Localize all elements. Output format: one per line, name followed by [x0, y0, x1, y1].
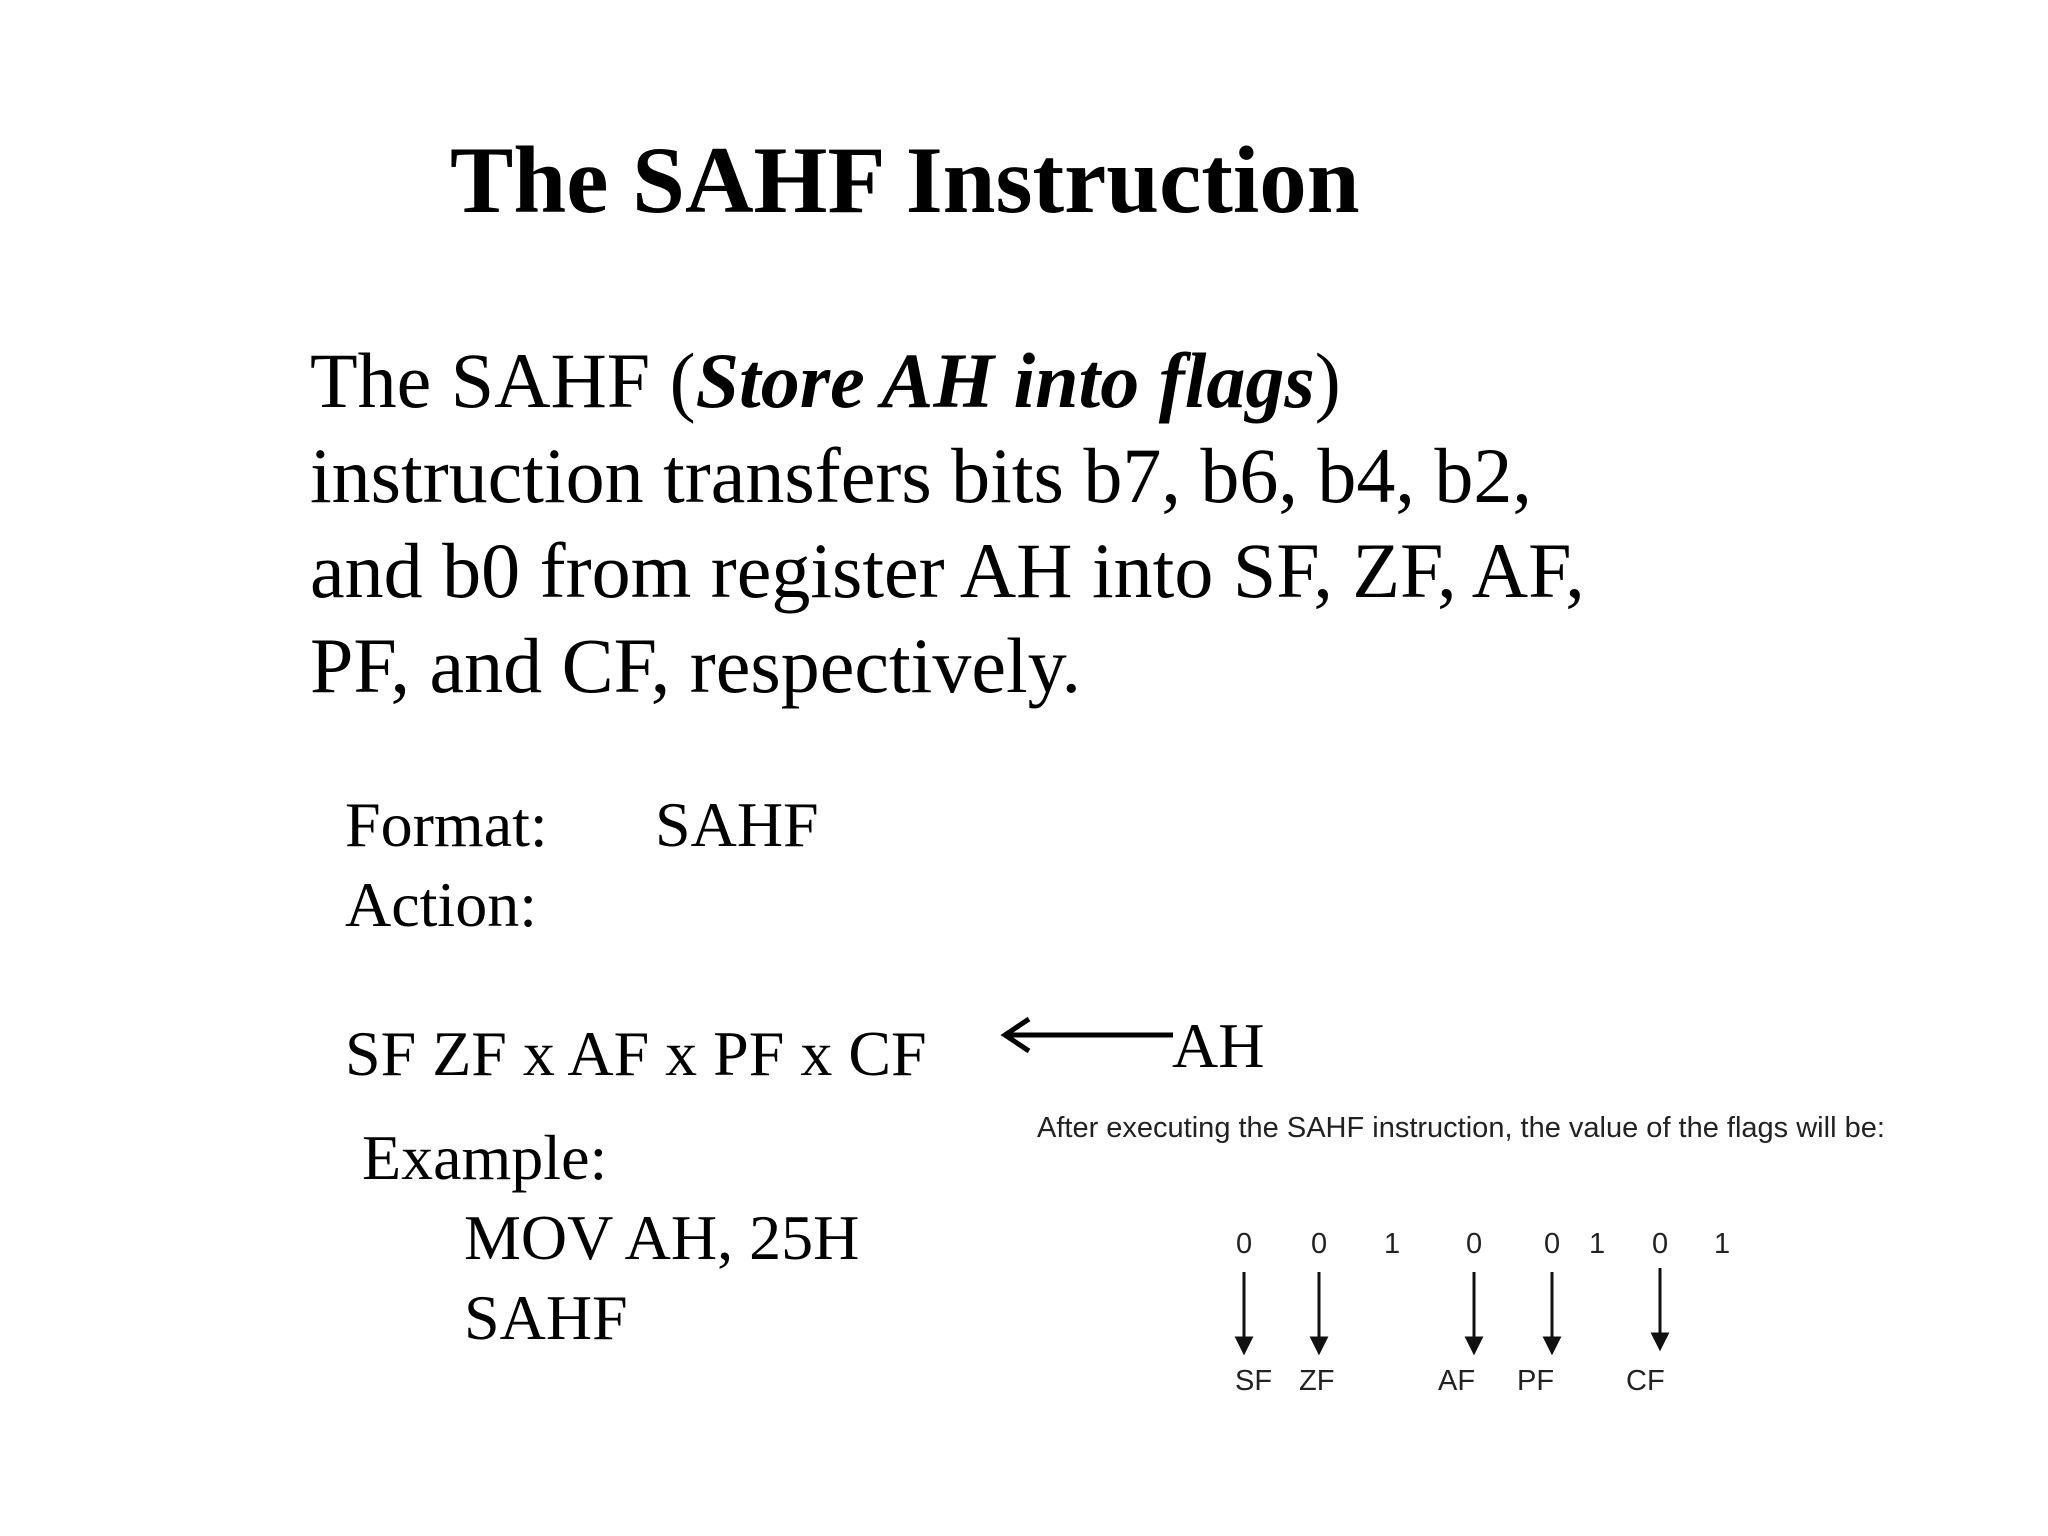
- flag-label: ZF: [1299, 1365, 1335, 1397]
- example-code-line: MOV AH, 25H: [464, 1202, 860, 1273]
- description-line-1: [310, 333, 1730, 428]
- figure-caption: After executing the SAHF instruction, the value of the flags will be:: [1037, 1112, 1885, 1144]
- bit-value: 0: [1236, 1228, 1253, 1260]
- description-line-3: and b0 from register AH into SF, ZF, AF,: [310, 527, 1585, 614]
- format-label: Format:: [345, 789, 548, 860]
- bit-value: 1: [1384, 1228, 1401, 1260]
- description-line-2: instruction transfers bits b7, b6, b4, b2,: [310, 432, 1532, 519]
- slide-title: The SAHF Instruction: [450, 127, 1360, 233]
- action-source: AH: [1172, 1010, 1265, 1081]
- description-line-1-pre: The SAHF (: [310, 337, 696, 424]
- bit-value: 0: [1311, 1228, 1328, 1260]
- action-label: Action:: [345, 869, 537, 940]
- format-value: SAHF: [655, 789, 819, 860]
- description: [310, 333, 1730, 713]
- description-line-1-post: ): [1314, 337, 1341, 424]
- flag-label: CF: [1626, 1365, 1665, 1397]
- example-code-line: SAHF: [464, 1282, 628, 1353]
- flag-label: AF: [1438, 1365, 1476, 1397]
- bit-value: 0: [1544, 1228, 1561, 1260]
- description-emphasis: Store AH into flags: [695, 337, 1315, 424]
- action-flags: SF ZF x AF x PF x CF: [345, 1018, 927, 1089]
- bit-value: 1: [1589, 1228, 1606, 1260]
- bit-value: 0: [1466, 1228, 1483, 1260]
- left-arrow-icon: [995, 1010, 1175, 1060]
- description-line-4: PF, and CF, respectively.: [310, 622, 1082, 709]
- bit-value: 0: [1652, 1228, 1669, 1260]
- example-label: Example:: [362, 1122, 608, 1193]
- flags-figure: [1030, 1112, 2030, 1412]
- example-block: [362, 1118, 859, 1358]
- flag-label: PF: [1517, 1365, 1555, 1397]
- bit-value: 1: [1714, 1228, 1731, 1260]
- flag-label: SF: [1235, 1365, 1273, 1397]
